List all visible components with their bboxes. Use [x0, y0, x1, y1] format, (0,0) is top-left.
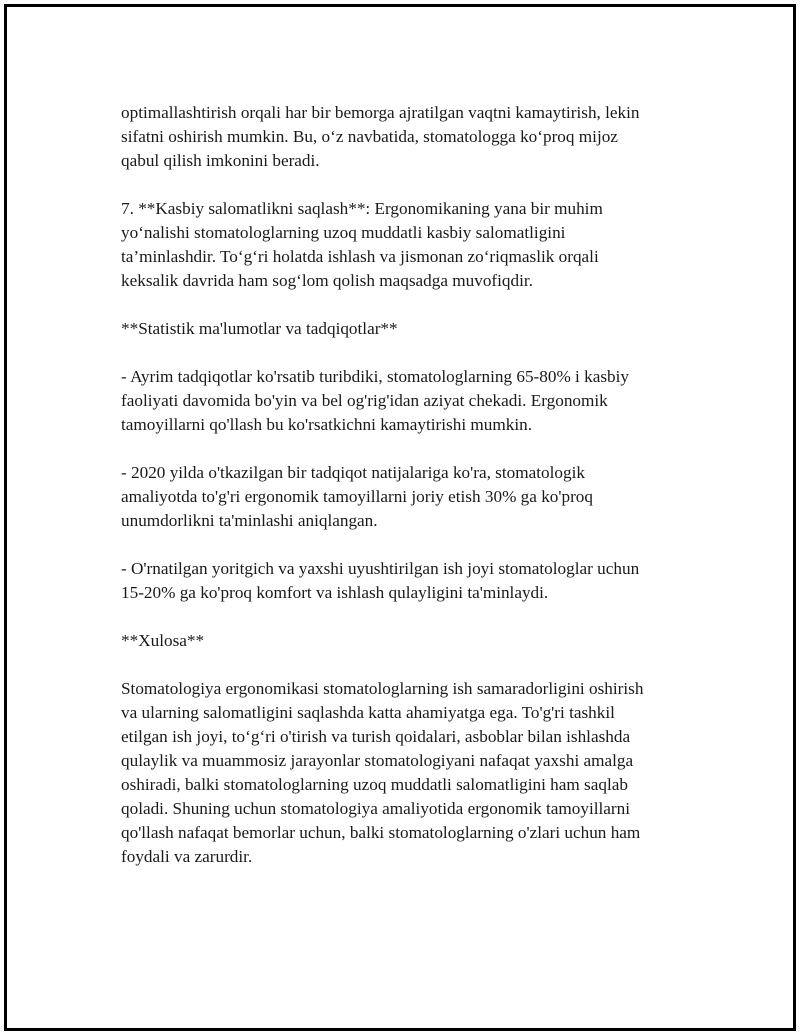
paragraph-statistics-bullet-1: - Ayrim tadqiqotlar ko'rsatib turibdiki, stomatologlarning 65-80% i kasbiy faoliyati davomida bo'yin va bel og'rig'idan aziyat chekadi. Ergonomik tamoyillarni qo'llash bu ko'rsatkichni kamaytirishi mumkin. [121, 367, 630, 434]
paragraph-statistics-bullet-3: - O'rnatilgan yoritgich va yaxshi uyushtirilgan ish joyi stomatologlar uchun 15-20% ga ko'proq komfort va ishlash qulayligini ta'minlaydi. [121, 559, 640, 602]
section-heading-statistics: **Statistik ma'lumotlar va tadqiqotlar** [121, 319, 398, 338]
paragraph-conclusion: Stomatologiya ergonomikasi stomatologlarning ish samaradorligini oshirish va ularning salomatligini saqlashda katta ahamiyatga ega. To'g'ri tashkil etilgan ish joyi, to‘g‘ri o'tirish va turish qoidalari, asboblar bilan ishlashda qulaylik va muammosiz jarayonlar stomatologiyani nafaqat yaxshi amalga oshiradi, balki stomatologlarning uzoq muddatli salomatligini ham saqlab qoladi. Shuning uchun stomatologiya amaliyotida ergonomik tamoyillarni qo'llash nafaqat bemorlar uchun, balki stomatologlarning o'zlari uchun ham foydali va zarurdir. [121, 679, 644, 866]
section-heading-conclusion: **Xulosa** [121, 631, 205, 650]
document-body [121, 101, 693, 893]
paragraph-intro-continuation: optimallashtirish orqali har bir bemorga ajratilgan vaqtni kamaytirish, lekin sifatni oshirish mumkin. Bu, o‘z navbatida, stomatologga ko‘proq mijoz qabul qilish imkonini beradi. [121, 103, 640, 170]
paragraph-item-7: 7. **Kasbiy salomatlikni saqlash**: Ergonomikaning yana bir muhim yo‘nalishi stomatologlarning uzoq muddatli kasbiy salomatligini ta’minlashdir. To‘g‘ri holatda ishlash va jismonan zo‘riqmaslik orqali keksalik davrida ham sog‘lom qolish maqsadga muvofiqdir. [121, 199, 603, 290]
paragraph-statistics-bullet-2: - 2020 yilda o'tkazilgan bir tadqiqot natijalariga ko'ra, stomatologik amaliyotda to'g'ri ergonomik tamoyillarni joriy etish 30% ga ko'proq unumdorlikni ta'minlashi aniqlangan. [121, 463, 593, 530]
page-border [4, 4, 796, 1031]
